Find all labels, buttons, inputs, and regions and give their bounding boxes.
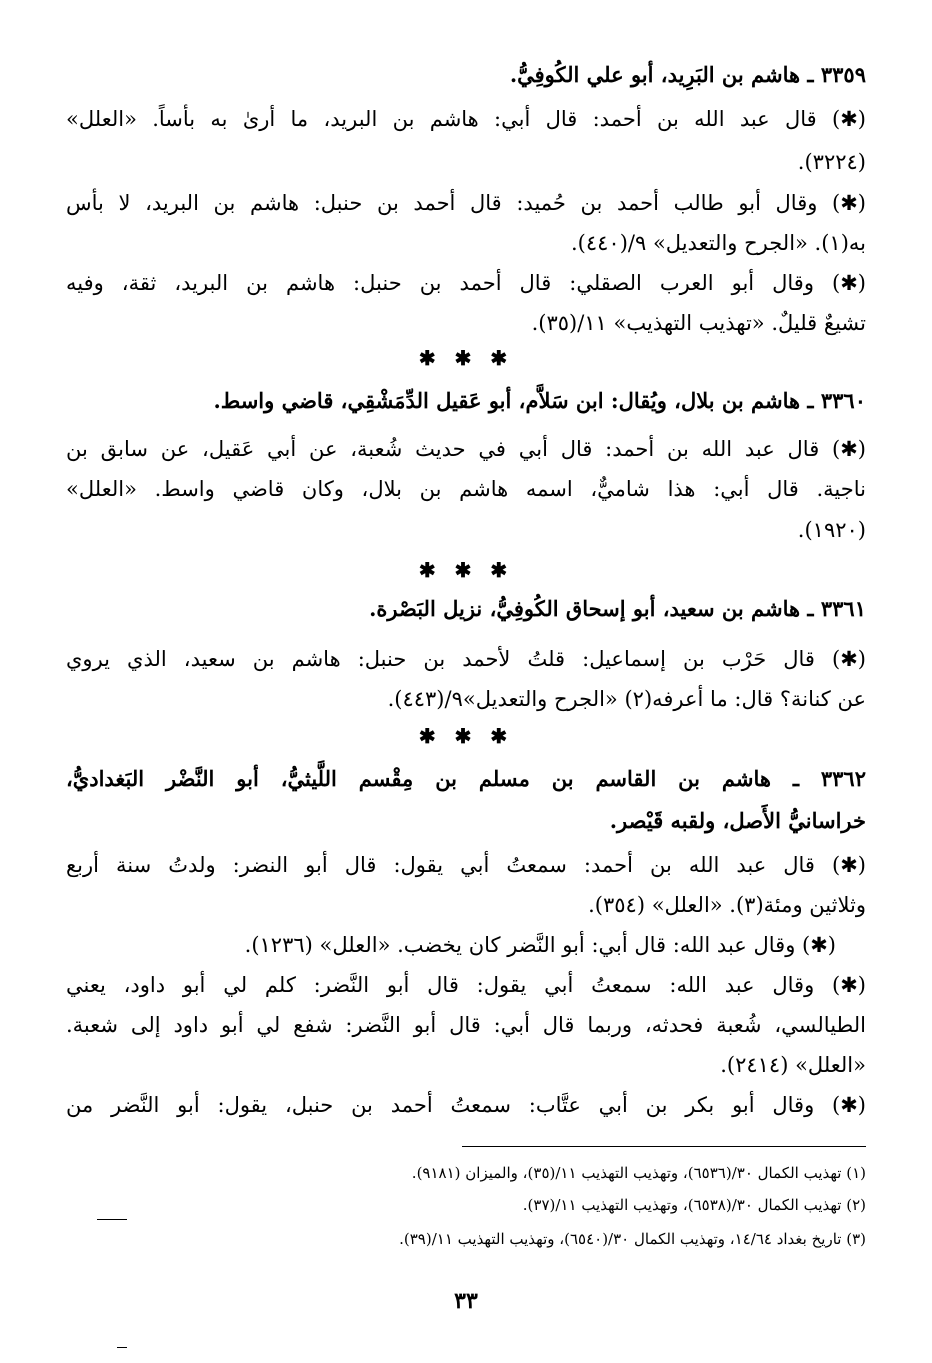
paragraph-line: (✱) قال عبد الله بن أحمد: سمعتُ أبي يقول: قال أبو النضر: ولدتُ سنة أربع (66, 853, 866, 877)
footnote-1: (١) تهذيب الكمال ٣٠/(٦٥٣٦)، وتهذيب التهذيب ١١/(٣٥)، والميزان (٩١٨١). (411, 1164, 866, 1182)
footnote-divider (462, 1146, 866, 1147)
paragraph-line: (✱) وقال عبد الله: قال أبي: أبو النَّضر كان يخضب. «العلل» (١٢٣٦). (244, 933, 836, 957)
paragraph-line: ناجية. قال أبي: هذا شاميٌّ، اسمه هاشم بن بلال، وكان قاضي واسط. «العلل» (66, 477, 866, 501)
entry-heading-3362-cont: خراسانيُّ الأَصل، ولقبه قَيْصر. (609, 808, 866, 833)
entry-heading-3360: ٣٣٦٠ ـ هاشم بن بلال، ويُقال: ابن سَلاَّم، أبو عَقيل الدِّمَشْقِي، قاضي واسط. (213, 388, 866, 413)
paragraph-line: عن كنانة؟ قال: ما أعرفه(٢) «الجرح والتعديل»٩/(٤٤٣). (387, 687, 866, 711)
paragraph-line: (✱) وقال أبو طالب أحمد بن حُميد: قال أحمد بن حنبل: هاشم بن البريد، لا بأس (66, 191, 866, 215)
paragraph-line: «العلل» (٢٤١٤). (720, 1053, 866, 1077)
paragraph-line: الطيالسي، شُعبة فحدثه، وربما قال أبي: قال أبو النَّضر: شفع لي أبو داود إلى شعبة. (66, 1013, 866, 1037)
entry-heading-3362: ٣٣٦٢ ـ هاشم بن القاسم بن مسلم بن مِقْسم اللَّيثيُّ، أبو النَّضْر البَغداديُّ، (66, 766, 866, 791)
scan-mark (117, 1347, 127, 1348)
paragraph-line: (١٩٢٠). (797, 518, 866, 542)
paragraph-line: (✱) قال عبد الله بن أحمد: قال أبي: هاشم بن البريد، ما أرىٰ به بأساً. «العلل» (66, 107, 866, 131)
paragraph-line: (✱) وقال عبد الله: سمعتُ أبي يقول: قال أبو النَّضر: كلم لي أبو داود، يعني (66, 973, 866, 997)
section-separator: ✱ ✱ ✱ (418, 346, 514, 370)
paragraph-line: (✱) قال حَرْب بن إسماعيل: قلتُ لأحمد بن حنبل: هاشم بن سعيد، الذي يروي (66, 647, 866, 671)
paragraph-line: (✱) وقال أبو العرب الصقلي: قال أحمد بن حنبل: هاشم بن البريد، ثقة، وفيه (66, 271, 866, 295)
paragraph-line: (✱) وقال أبو بكر بن أبي عتَّاب: سمعتُ أحمد بن حنبل، يقول: أبو النَّضر من (66, 1093, 866, 1117)
footnote-3: (٣) تاريخ بغداد ١٤/٦٤، وتهذيب الكمال ٣٠/(٦٥٤٠)، وتهذيب التهذيب ١١/(٣٩). (399, 1230, 866, 1248)
paragraph-line: تشيعٌ قليلٌ. «تهذيب التهذيب» ١١/(٣٥). (531, 311, 866, 335)
paragraph-line: (٣٢٢٤). (797, 150, 866, 174)
page-number: ٣٣ (454, 1288, 478, 1314)
paragraph-line: وثلاثين ومئة(٣). «العلل» (٣٥٤). (588, 893, 866, 917)
footnote-2: (٢) تهذيب الكمال ٣٠/(٦٥٣٨)، وتهذيب التهذيب ١١/(٣٧). (522, 1196, 866, 1214)
paragraph-line: (✱) قال عبد الله بن أحمد: قال أبي في حديث شُعبة، عن أبي عَقيل، عن سابق بن (66, 437, 866, 461)
section-separator: ✱ ✱ ✱ (418, 724, 514, 748)
section-separator: ✱ ✱ ✱ (418, 558, 514, 582)
entry-heading-3359: ٣٣٥٩ ـ هاشم بن البَرِيد، أبو علي الكُوفِيُّ. (509, 62, 866, 87)
paragraph-line: به(١). «الجرح والتعديل» ٩/(٤٤٠). (571, 231, 866, 255)
scan-mark (97, 1219, 127, 1220)
entry-heading-3361: ٣٣٦١ ـ هاشم بن سعيد، أبو إسحاق الكُوفِيُّ، نزيل البَصْرة. (369, 596, 866, 621)
